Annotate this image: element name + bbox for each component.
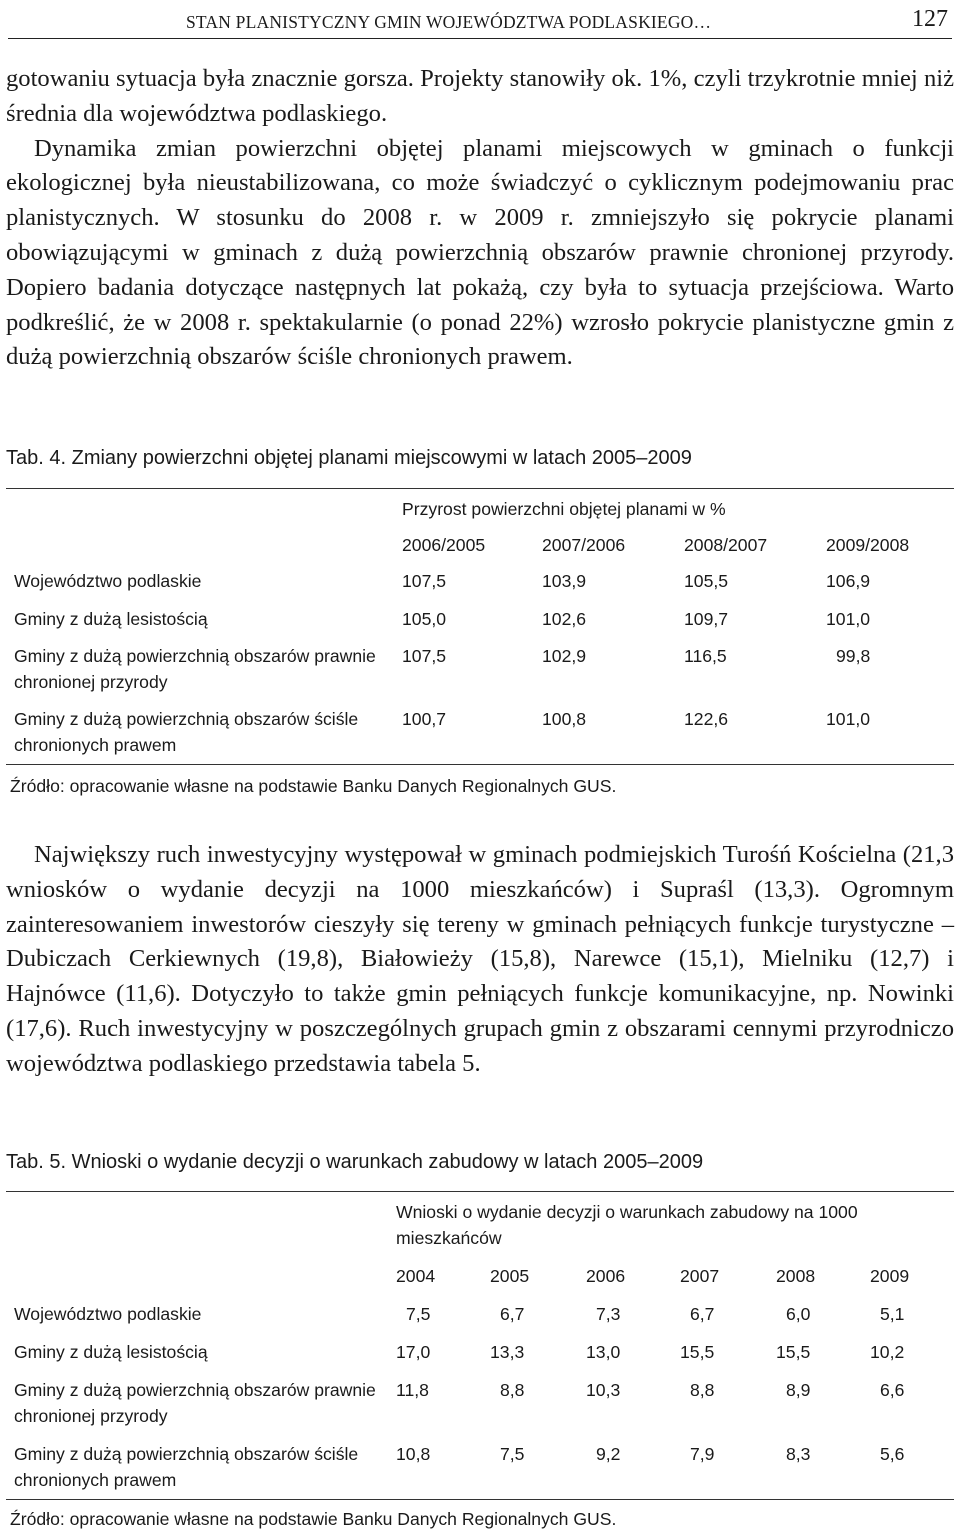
table-5-cell: 13,3 [490, 1342, 525, 1362]
table-4-cell: 100,8 [542, 709, 587, 729]
table-5-cell: 6,7 [500, 1304, 525, 1324]
table-5-row-label: Gminy z dużą powierzchnią obszarów ściśle chronionych prawem [14, 1444, 359, 1490]
table-5-source: Źródło: opracowanie własne na podstawie Banku Danych Regionalnych GUS. [10, 1509, 617, 1529]
table-5-col-header: 2005 [490, 1266, 530, 1286]
paragraph-1: gotowaniu sytuacja była znacznie gorsza. Projekty stanowiły ok. 1%, czyli trzykrotnie mniej niż średnia dla województwa podlaskiego. [6, 65, 954, 127]
paragraph-2: Dynamika zmian powierzchni objętej planami miejscowych w gminach o funkcji ekologicznej była nieustabilizowana, co może świadczyć o cyklicznym podejmowaniu prac planistycznych. W stosunku do 2008 r. w 2009 r. zmniejszyło się pokrycie planami obowiązującymi w gminach z dużą powierzchnią obszarów prawnie chronionej przyrody. Dopiero badania dotyczące następnych lat pokażą, czy była to sytuacja przejściowa. Warto podkreślić, że w 2008 r. spektakularnie (o ponad 22%) wzrosło pokrycie planistyczne gmin z dużą powierzchnią obszarów ściśle chronionych prawem. [6, 134, 954, 371]
table-4-col-header: 2007/2006 [542, 535, 626, 555]
table-4-cell: 109,7 [684, 609, 729, 629]
table-5-cell: 10,2 [870, 1342, 905, 1362]
table-4-top-rule [6, 488, 954, 489]
table-5-cell: 7,3 [596, 1304, 621, 1324]
table-4-col-header: 2006/2005 [402, 535, 486, 555]
table-5-cell: 5,1 [880, 1304, 905, 1324]
table-5-cell: 10,8 [396, 1444, 431, 1464]
table-5-row-label: Gminy z dużą lesistością [14, 1342, 208, 1362]
table-5-cell: 8,8 [690, 1380, 715, 1400]
table-4-caption: Tab. 4. Zmiany powierzchni objętej planami miejscowymi w latach 2005–2009 [6, 447, 692, 469]
table-4-col-header: 2009/2008 [826, 535, 910, 555]
table-5-cell: 6,0 [786, 1304, 811, 1324]
table-4-cell: 100,7 [402, 709, 447, 729]
table-4-cell: 101,0 [826, 609, 871, 629]
table-5-cell: 6,6 [880, 1380, 905, 1400]
table-4-bottom-rule [6, 764, 954, 765]
table-4-cell: 105,0 [402, 609, 447, 629]
table-4-cell: 101,0 [826, 709, 871, 729]
table-5-cell: 9,2 [596, 1444, 621, 1464]
table-4-cell: 103,9 [542, 571, 587, 591]
table-4-source: Źródło: opracowanie własne na podstawie Banku Danych Regionalnych GUS. [10, 776, 617, 796]
table-4-row-label: Gminy z dużą powierzchnią obszarów ściśle chronionych prawem [14, 709, 359, 755]
table-4-row-label: Gminy z dużą lesistością [14, 609, 208, 629]
table-4-cell: 102,6 [542, 609, 587, 629]
table-5-col-header: 2007 [680, 1266, 720, 1286]
table-4-cell: 106,9 [826, 571, 871, 591]
table-5-col-header: 2008 [776, 1266, 816, 1286]
table-5-col-header: 2006 [586, 1266, 626, 1286]
table-4-cell: 102,9 [542, 646, 587, 666]
table-4-cell: 116,5 [684, 646, 727, 666]
table-4-group-header: Przyrost powierzchni objętej planami w % [402, 499, 726, 519]
running-head-title: STAN PLANISTYCZNY GMIN WOJEWÓDZTWA PODLASKIEGO… [186, 12, 712, 32]
table-5-top-rule [6, 1191, 954, 1192]
table-5-cell: 7,9 [690, 1444, 715, 1464]
table-4-cell: 107,5 [402, 571, 447, 591]
table-4-cell: 99,8 [836, 646, 871, 666]
table-5-row-label: Województwo podlaskie [14, 1304, 202, 1324]
table-5-caption: Tab. 5. Wnioski o wydanie decyzji o warunkach zabudowy w latach 2005–2009 [6, 1151, 704, 1173]
table-5-row-label: Gminy z dużą powierzchnią obszarów prawnie chronionej przyrody [14, 1380, 376, 1426]
table-5-cell: 17,0 [396, 1342, 431, 1362]
body-text-middle [6, 838, 954, 1082]
table-5 [6, 1191, 954, 1536]
table-4-col-header: 2008/2007 [684, 535, 768, 555]
table-5-cell: 11,8 [396, 1380, 429, 1400]
table-5-cell: 15,5 [776, 1342, 811, 1362]
table-5-cell: 15,5 [680, 1342, 715, 1362]
table-4-cell: 107,5 [402, 646, 447, 666]
table-5-cell: 8,9 [786, 1380, 811, 1400]
table-5-cell: 7,5 [500, 1444, 525, 1464]
paragraph-3: Największy ruch inwestycyjny występował w gminach podmiejskich Turośń Kościelna (21,3 wniosków o wydanie decyzji na 1000 mieszkańców) i Supraśl (13,3). Ogromnym zainteresowaniem inwestorów cieszyły się tereny w gminach pełniących funkcje turystyczne – Dubiczach Cerkiewnych (19,8), Białowieży (15,8), Narewce (15,1), Mielniku (12,7) i Hajnówce (11,6). Dotyczyło to także gmin pełniących funkcje komunikacyjne, np. Nowinki (17,6). Ruch inwestycyjny w poszczególnych grupach gmin z obszarami cennymi przyrodniczo województwa podlaskiego przedstawia tabela 5. [6, 841, 954, 1077]
page-number: 127 [912, 6, 948, 32]
table-5-group-header: Wnioski o wydanie decyzji o warunkach zabudowy na 1000 mieszkańców [396, 1202, 858, 1248]
table-5-cell: 5,6 [880, 1444, 905, 1464]
running-header [8, 6, 952, 39]
table-5-col-header: 2004 [396, 1266, 436, 1286]
table-4-cell: 105,5 [684, 571, 729, 591]
table-4-row-label: Województwo podlaskie [14, 571, 202, 591]
table-5-cell: 8,3 [786, 1444, 811, 1464]
table-4-row-label: Gminy z dużą powierzchnią obszarów prawnie chronionej przyrody [14, 646, 376, 692]
table-5-col-header: 2009 [870, 1266, 910, 1286]
table-5-bottom-rule [6, 1499, 954, 1500]
body-text-top [6, 62, 954, 375]
table-5-cell: 13,0 [586, 1342, 621, 1362]
table-5-cell: 10,3 [586, 1380, 621, 1400]
table-4-cell: 122,6 [684, 709, 729, 729]
table-5-cell: 6,7 [690, 1304, 715, 1324]
table-5-cell: 7,5 [406, 1304, 431, 1324]
table-4 [6, 488, 954, 804]
table-5-cell: 8,8 [500, 1380, 525, 1400]
